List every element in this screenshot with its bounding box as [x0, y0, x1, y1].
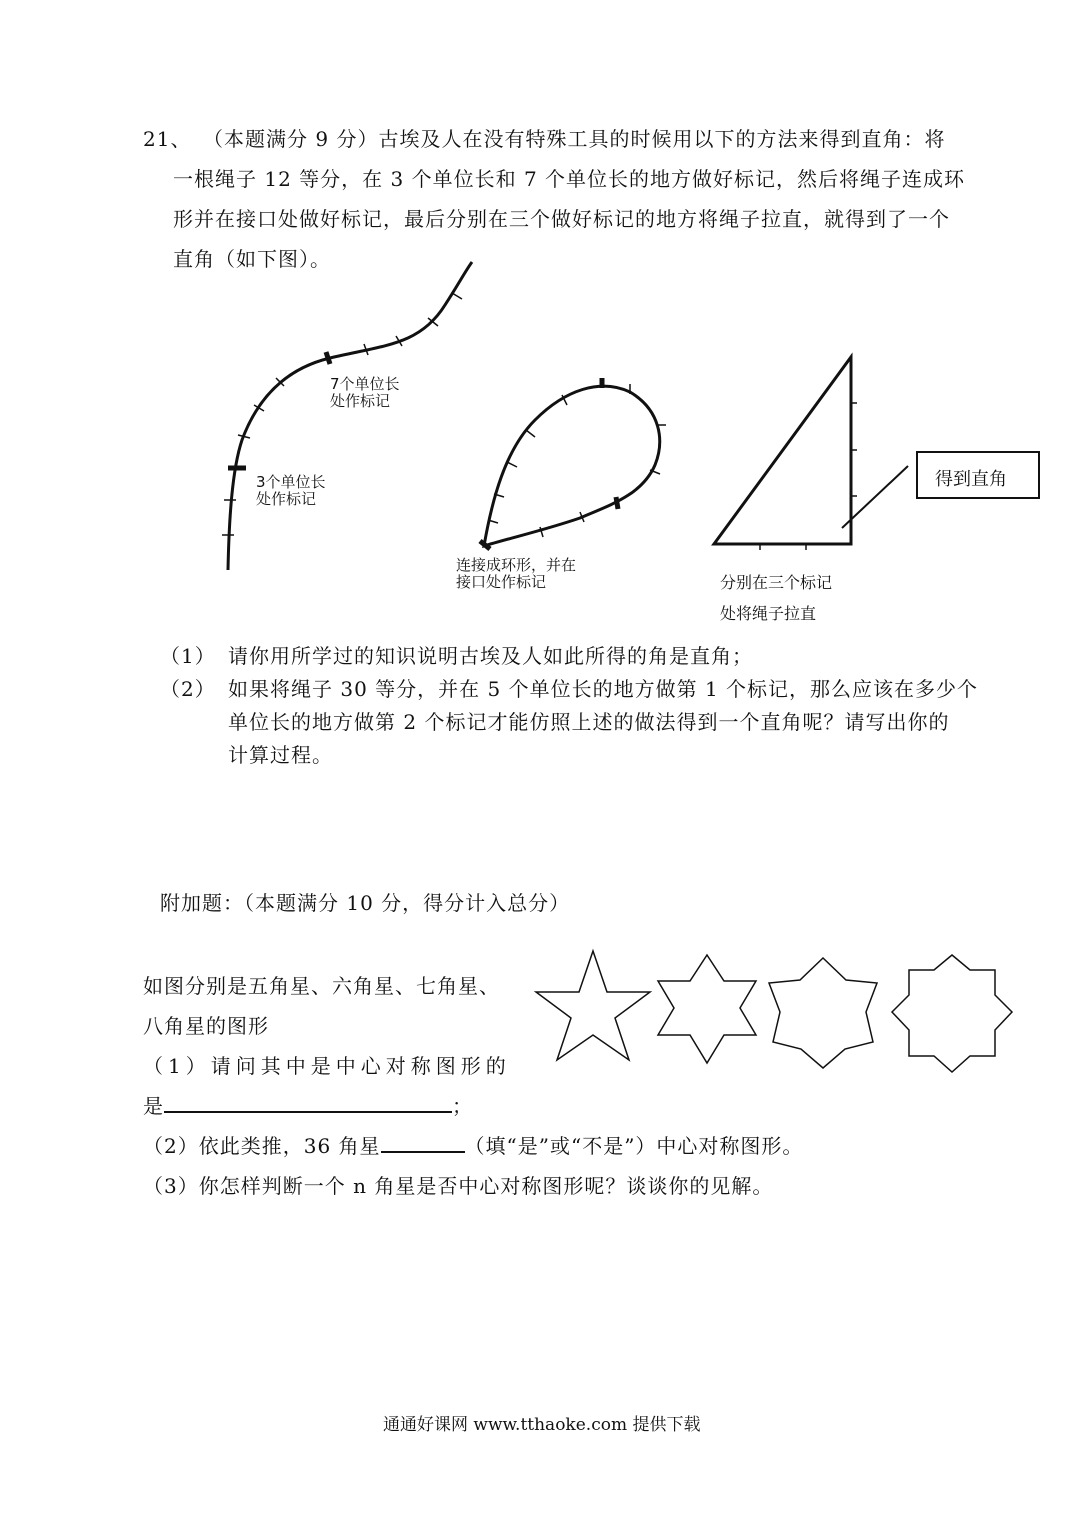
subquestion-text: 单位长的地方做第 2 个标记才能仿照上述的做法得到一个直角呢？请写出你的: [228, 710, 950, 734]
loop-curve: [484, 386, 660, 546]
subquestion-text: 计算过程。: [228, 743, 333, 767]
label-three-units: 3个单位长 处作标记: [256, 473, 326, 508]
subquestion-text: 如果将绳子 30 等分，并在 5 个单位长的地方做第 1 个标记，那么应该在多少个: [228, 677, 979, 701]
answer-blank[interactable]: [381, 1133, 465, 1153]
subquestion-text: 请你用所学过的知识说明古埃及人如此所得的角是直角；: [228, 644, 753, 668]
subquestion-number: （1）: [160, 644, 216, 668]
loop-ticks: [488, 384, 666, 537]
answer-blank[interactable]: [164, 1093, 452, 1113]
bonus-q1-answer-line: 是 ；: [143, 1094, 473, 1118]
bonus-title: 附加题：（本题满分 10 分，得分计入总分）: [160, 891, 571, 915]
question-text-line: 直角（如下图）。: [173, 247, 331, 271]
label-triangle-line1: 分别在三个标记: [720, 573, 833, 592]
question-text-line: （本题满分 9 分）古埃及人在没有特殊工具的时候用以下的方法来得到直角：将: [203, 127, 946, 151]
question-text-line: 形并在接口处做好标记，最后分别在三个做好标记的地方将绳子拉直，就得到了一个: [173, 207, 950, 231]
rope-curve: [228, 262, 472, 570]
five-point-star: [536, 951, 650, 1060]
bonus-q2: （2）依此类推，36 角星 （填“是”或“不是”）中心对称图形。: [143, 1134, 804, 1158]
question-number: 21、: [143, 127, 192, 151]
label-seven-units: 7个单位长 处作标记: [330, 375, 400, 410]
bonus-q3: （3）你怎样判断一个 n 角星是否中心对称图形呢？谈谈你的见解。: [143, 1174, 774, 1198]
seven-point-star: [769, 958, 877, 1068]
label-triangle-line2: 处将绳子拉直: [720, 604, 817, 623]
subquestion-number: （2）: [160, 677, 216, 701]
bonus-q1: （1）请问其中是中心对称图形的: [143, 1054, 511, 1078]
question-text-line: 一根绳子 12 等分，在 3 个单位长和 7 个单位长的地方做好标记，然后将绳子连成环: [173, 167, 966, 191]
footer: 通通好课网 www.tthaoke.com 提供下载: [383, 1415, 701, 1435]
bonus-intro: 八角星的图形: [143, 1014, 269, 1038]
label-loop: 连接成环形，并在 接口处作标记: [456, 556, 577, 591]
loop-marks: [480, 378, 618, 549]
bonus-intro: 如图分别是五角星、六角星、七角星、: [143, 974, 500, 998]
right-angle-box: [916, 451, 1040, 499]
rope-marks: [228, 352, 330, 468]
right-angle-label: 得到直角: [935, 469, 1007, 490]
six-point-star: [658, 955, 756, 1063]
right-triangle: [714, 357, 851, 544]
eight-point-star: [892, 955, 1012, 1072]
